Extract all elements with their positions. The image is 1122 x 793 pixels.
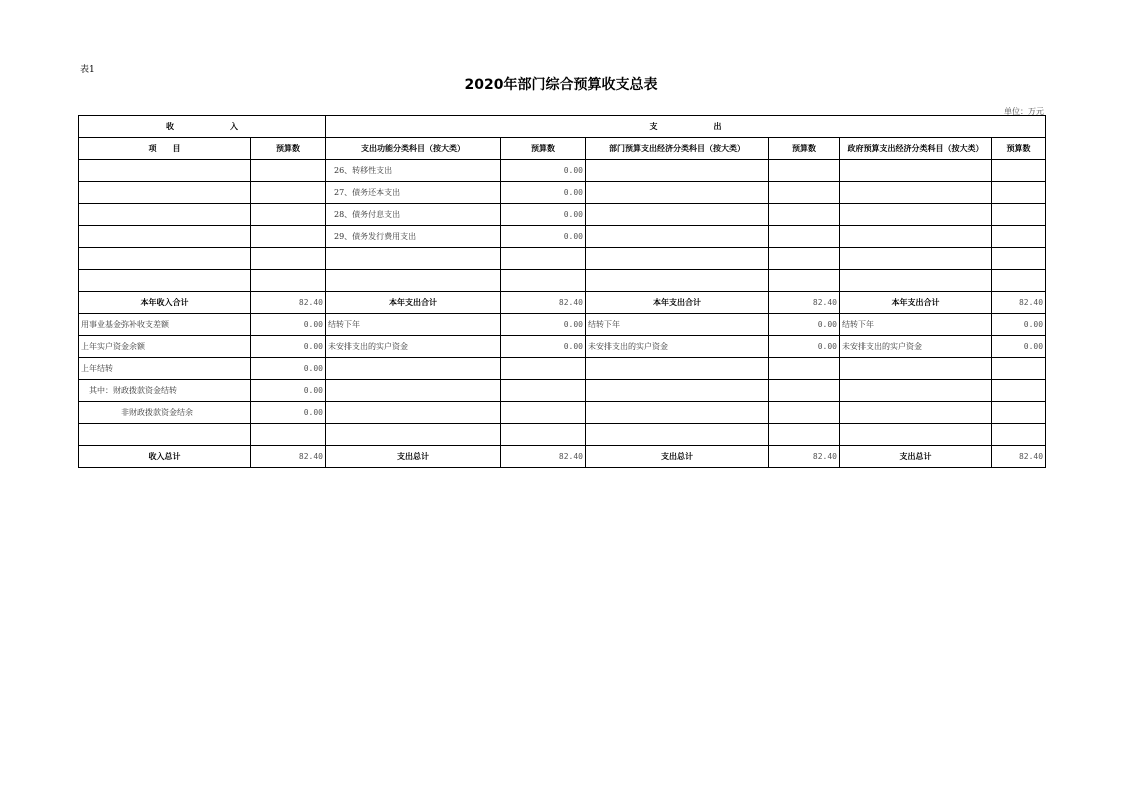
table-row bbox=[79, 380, 1046, 402]
dept-value-cell bbox=[769, 160, 840, 182]
income-group-header: 收 入 bbox=[79, 116, 326, 138]
year-gov-total-value: 82.40 bbox=[992, 292, 1046, 314]
gov-value-cell: 0.00 bbox=[992, 314, 1046, 336]
income-value-cell: 0.00 bbox=[251, 314, 326, 336]
income-value-cell bbox=[251, 160, 326, 182]
dept-value-cell bbox=[769, 204, 840, 226]
dept-item-cell bbox=[586, 204, 769, 226]
dept-value-cell: 0.00 bbox=[769, 336, 840, 358]
dept-budget-header: 预算数 bbox=[769, 138, 840, 160]
column-header-row bbox=[79, 138, 1046, 160]
gov-value-cell bbox=[992, 160, 1046, 182]
year-dept-total-label: 本年支出合计 bbox=[586, 292, 769, 314]
dept-econ-class-header: 部门预算支出经济分类科目（按大类） bbox=[586, 138, 769, 160]
table-row bbox=[79, 336, 1046, 358]
func-value-cell: 0.00 bbox=[501, 226, 586, 248]
gov-item-cell bbox=[840, 160, 992, 182]
income-value-cell bbox=[251, 226, 326, 248]
func-value-cell: 0.00 bbox=[501, 160, 586, 182]
dept-item-cell bbox=[586, 182, 769, 204]
table-number-label: 表1 bbox=[80, 65, 95, 75]
table-row bbox=[79, 204, 1046, 226]
func-item-cell: 26、转移性支出 bbox=[326, 160, 501, 182]
income-item-cell bbox=[79, 182, 251, 204]
grand-func-total-value: 82.40 bbox=[501, 446, 586, 468]
income-item-cell bbox=[79, 204, 251, 226]
gov-value-cell: 0.00 bbox=[992, 336, 1046, 358]
group-header-row bbox=[79, 116, 1046, 138]
grand-income-total-label: 收入总计 bbox=[79, 446, 251, 468]
gov-item-cell bbox=[840, 182, 992, 204]
income-item-cell bbox=[79, 160, 251, 182]
gov-value-cell bbox=[992, 204, 1046, 226]
grand-gov-total-value: 82.40 bbox=[992, 446, 1046, 468]
year-dept-total-value: 82.40 bbox=[769, 292, 840, 314]
grand-dept-total-label: 支出总计 bbox=[586, 446, 769, 468]
func-item-cell: 结转下年 bbox=[326, 314, 501, 336]
income-value-cell: 0.00 bbox=[251, 380, 326, 402]
func-item-cell: 未安排支出的实户资金 bbox=[326, 336, 501, 358]
func-item-cell: 28、债务付息支出 bbox=[326, 204, 501, 226]
expense-group-header: 支 出 bbox=[326, 116, 1046, 138]
table-row bbox=[79, 226, 1046, 248]
grand-income-total-value: 82.40 bbox=[251, 446, 326, 468]
income-value-cell bbox=[251, 182, 326, 204]
func-item-cell: 29、债务发行费用支出 bbox=[326, 226, 501, 248]
document-title: 2020年部门综合预算收支总表 bbox=[464, 77, 658, 93]
table-row bbox=[79, 358, 1046, 380]
gov-item-cell bbox=[840, 204, 992, 226]
grand-func-total-label: 支出总计 bbox=[326, 446, 501, 468]
func-class-header: 支出功能分类科目（按大类） bbox=[326, 138, 501, 160]
year-income-total-label: 本年收入合计 bbox=[79, 292, 251, 314]
dept-item-cell bbox=[586, 226, 769, 248]
item-header: 项 目 bbox=[79, 138, 251, 160]
gov-value-cell bbox=[992, 182, 1046, 204]
dept-value-cell bbox=[769, 182, 840, 204]
dept-item-cell: 未安排支出的实户资金 bbox=[586, 336, 769, 358]
gov-value-cell bbox=[992, 226, 1046, 248]
income-value-cell: 0.00 bbox=[251, 358, 326, 380]
unit-label: 单位：万元 bbox=[1004, 107, 1044, 116]
grand-total-row bbox=[79, 446, 1046, 468]
func-budget-header: 预算数 bbox=[501, 138, 586, 160]
func-value-cell: 0.00 bbox=[501, 204, 586, 226]
gov-item-cell bbox=[840, 226, 992, 248]
gov-item-cell: 未安排支出的实户资金 bbox=[840, 336, 992, 358]
year-gov-total-label: 本年支出合计 bbox=[840, 292, 992, 314]
empty-row bbox=[79, 270, 1046, 292]
gov-item-cell: 结转下年 bbox=[840, 314, 992, 336]
dept-item-cell bbox=[586, 160, 769, 182]
year-func-total-value: 82.40 bbox=[501, 292, 586, 314]
table-row bbox=[79, 160, 1046, 182]
gov-budget-header: 预算数 bbox=[992, 138, 1046, 160]
func-value-cell: 0.00 bbox=[501, 182, 586, 204]
func-value-cell: 0.00 bbox=[501, 314, 586, 336]
year-income-total-value: 82.40 bbox=[251, 292, 326, 314]
func-value-cell: 0.00 bbox=[501, 336, 586, 358]
empty-row bbox=[79, 248, 1046, 270]
dept-value-cell bbox=[769, 226, 840, 248]
income-item-cell bbox=[79, 226, 251, 248]
table-row bbox=[79, 402, 1046, 424]
dept-value-cell: 0.00 bbox=[769, 314, 840, 336]
income-item-cell: 其中：财政拨款资金结转 bbox=[79, 380, 251, 402]
empty-row bbox=[79, 424, 1046, 446]
table-row bbox=[79, 182, 1046, 204]
func-item-cell: 27、债务还本支出 bbox=[326, 182, 501, 204]
income-value-cell: 0.00 bbox=[251, 336, 326, 358]
income-item-cell: 上年结转 bbox=[79, 358, 251, 380]
grand-gov-total-label: 支出总计 bbox=[840, 446, 992, 468]
table-row bbox=[79, 314, 1046, 336]
income-item-cell: 用事业基金弥补收支差额 bbox=[79, 314, 251, 336]
income-value-cell bbox=[251, 204, 326, 226]
income-budget-header: 预算数 bbox=[251, 138, 326, 160]
income-item-cell: 非财政拨款资金结余 bbox=[79, 402, 251, 424]
year-total-row bbox=[79, 292, 1046, 314]
gov-econ-class-header: 政府预算支出经济分类科目（按大类） bbox=[840, 138, 992, 160]
income-value-cell: 0.00 bbox=[251, 402, 326, 424]
dept-item-cell: 结转下年 bbox=[586, 314, 769, 336]
income-item-cell: 上年实户资金余额 bbox=[79, 336, 251, 358]
grand-dept-total-value: 82.40 bbox=[769, 446, 840, 468]
budget-summary-table bbox=[78, 115, 1046, 468]
year-func-total-label: 本年支出合计 bbox=[326, 292, 501, 314]
